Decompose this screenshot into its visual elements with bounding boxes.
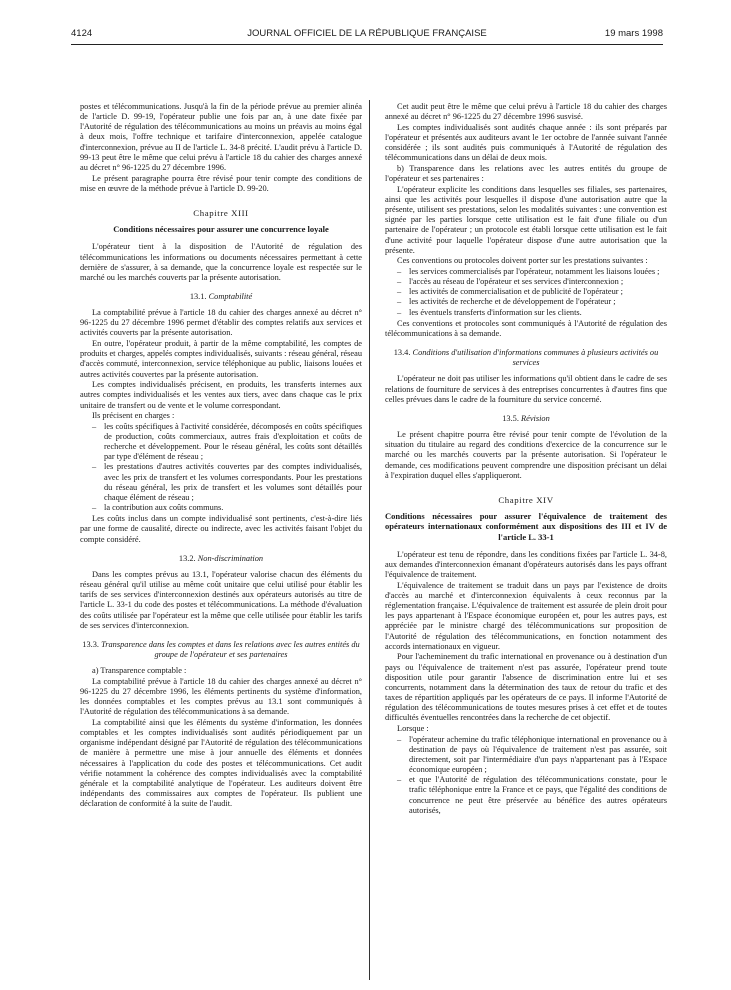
paragraph: L'opérateur explicite les conditions dans lesquelles ses filiales, ses partenaires, ainsi que les activités pour lesquelles il dispose d'une autorisation autre que la présente, utilisent ses prestations, selon les modalités suivantes : une convention est signée par les parties lorsque cette utilisation est le fait d'une filiale ou d'un partenaire de l'opérateur ; un protocole est établi lorsque cette utilisation est le fait d'une activité pour laquelle l'opérateur dispose d'une autre autorisation que la présente. [385,184,667,255]
list-item [92,422,362,463]
dash-marker: – [397,307,402,317]
paragraph: postes et télécommunications. Jusqu'à la fin de la période prévue au premier alinéa de l'article D. 99-19, l'opérateur publie une fois par an, à une date fixée par l'Autorité de régulation des télécommunications au moins un préavis au moins égal à deux mois, l'offre technique et tarifaire d'interconnexion, appelée catalogue d'interconnexion, prévue au II de l'article L. 34-8 précité. L'audit prévu à l'article D. 99-13 peut être le même que celui prévu à l'article 18 du cahier des charges annexé au décret n° 96-1225 du 27 décembre 1996. [80,102,362,172]
list-item-text: les services commercialisés par l'opérateur, notamment les liaisons louées ; [409,267,660,276]
paragraph: Les coûts inclus dans un compte individualisé sont pertinents, c'est-à-dire liés par une forme de causalité, directe ou indirecte, avec les activités faisant l'objet du compte considéré. [80,514,362,544]
chapter-title: Conditions nécessaires pour assurer l'équivalence de traitement des opérateurs internationaux conformément aux dispositions des III et IV de l'article L. 33-1 [385,510,667,542]
journal-title: JOURNAL OFFICIEL DE LA RÉPUBLIQUE FRANÇAISE [247,28,487,39]
section-number: 13.2. [178,553,196,563]
paragraph: Cet audit peut être le même que celui prévu à l'article 18 du cahier des charges annexé au décret n° 96-1225 du 27 décembre 1996 susvisé. [385,102,667,122]
paragraph: Ils précisent en charges : [92,411,175,421]
section-heading [80,640,362,660]
paragraph: La comptabilité prévue à l'article 18 du cahier des charges annexé au décret n° 96-1225 du 27 décembre 1996 permet d'établir des comptes relatifs aux services et activités couverts par la présente autorisation. [80,308,362,338]
list-item [397,308,667,318]
paragraph: En outre, l'opérateur produit, à partir de la même comptabilité, les comptes de produits et charges, appelés comptes individualisés, suivants : réseau général, réseau d'accès commuté, interconnexion, service téléphonique au public, liaisons louées et autres activités couvertes par la présente autorisation. [80,339,362,379]
page-number: 4124 [71,28,93,39]
paragraph: b) Transparence dans les relations avec les autres entités du groupe de l'opérateur et ses partenaires : [385,163,667,184]
list-item-text: les activités de recherche et de développement de l'opérateur ; [409,297,616,307]
section-heading [80,292,362,302]
list-item-text: et que l'Autorité de régulation des télécommunications constate, pour le trafic téléphonique entre la France et ce pays, que l'égalité des conditions de concurrence ne peut être préservée au bénéfice des autres opérateurs autorisés, [409,775,667,815]
paragraph: Pour l'acheminement du trafic international en provenance ou à destination d'un pays ou l'équivalence de traitement n'est pas assurée, l'opérateur prend toute disposition utile pour garantir l'absence de discrimination entre lui et ses concurrents, notamment dans la détermination des taux de retour du trafic et des taxes de répartition appliqués par les opérateurs de ce pays. Il informe l'Autorité de régulation des télécommunications de toutes mesures prises à cet effet et de toutes difficultés éventuelles rencontrées dans la recherche de cet objectif. [385,652,667,723]
right-column [385,102,667,817]
bullet-list [385,267,667,318]
list-item-text: les coûts spécifiques à l'activité considérée, décomposés en coûts spécifiques de production, coûts commerciaux, autres frais d'exploitation et coûts de recherche et développement. Pour le réseau général, les coûts sont détaillés par type d'élément de réseau ; [104,421,362,462]
dash-marker: – [92,462,97,472]
paragraph: L'opérateur tient à la disposition de l'Autorité de régulation des télécommunications les informations ou documents nécessaires permettant à cette dernière de s'assurer, à sa demande, que la concurrence loyale est respectée sur le marché ou les marchés couverts par la présente autorisation. [80,242,362,282]
paragraph: Ces conventions ou protocoles doivent porter sur les prestations suivantes : [397,256,648,266]
dash-marker: – [397,297,402,307]
left-column [80,102,362,810]
paragraph: Lorsque : [397,724,429,734]
list-item-text: l'accès au réseau de l'opérateur et ses services d'interconnexion ; [409,277,624,287]
dash-marker: – [397,287,402,297]
dash-marker: – [397,775,402,785]
section-title: Non-discrimination [197,553,264,563]
paragraph: L'opérateur est tenu de répondre, dans les conditions fixées par l'article L. 34-8, aux demandes d'interconnexion émanant d'opérateurs autorisés dans les pays offrant l'équivalence de traitement. [385,549,667,580]
header-rule [71,44,663,45]
paragraph: La comptabilité prévue à l'article 18 du cahier des charges annexé au décret n° 96-1225 du 27 décembre 1996, les éléments pertinents du système d'information, les données comptables et les comptes prévus au 13.1 sont communiqués à l'Autorité de régulation des télécommunications à sa demande. [80,676,362,717]
list-item [92,462,362,503]
bullet-list [385,735,667,816]
list-item-text: les éventuels transferts d'information sur les clients. [409,307,582,317]
list-item [92,503,362,513]
list-item [397,267,667,277]
dash-marker: – [397,734,402,744]
list-item-text: les prestations d'autres activités couvertes par des comptes individualisés, avec les prix de transfert et les volumes correspondants. Pour les prestations du réseau général, les prix de transfert et les volumes sont détaillés pour chaque élément de réseau ; [104,462,362,502]
column-divider [369,100,370,980]
list-item-text: les activités de commercialisation et de publicité de l'opérateur ; [409,287,623,297]
section-title: Conditions d'utilisation d'informations communes à plusieurs activités ou services [412,348,659,368]
section-title: Comptabilité [208,291,253,301]
section-heading [80,554,362,564]
section-number: 13.3. [82,639,99,649]
section-number: 13.4. [393,348,411,358]
section-title: Révision [521,413,550,423]
paragraph: Ces conventions et protocoles sont communiqués à l'Autorité de régulation des télécommunications à sa demande. [385,318,667,338]
section-heading [385,348,667,368]
paragraph: L'équivalence de traitement se traduit dans un pays par l'existence de droits d'accès au marché et d'interconnexion équivalents à ceux reconnus par la réglementation française. L'équivalence de traitement est assurée de plein droit pour les pays appartenant à l'Espace économique européen et, pour les autres pays, est appréciée par le ministre chargé des télécommunications sur proposition de l'Autorité de régulation des télécommunications, en fonction notamment des accords internationaux en vigueur. [385,580,667,651]
list-item [397,775,667,816]
dash-marker: – [397,277,402,287]
list-item [397,277,667,287]
chapter-title: Conditions nécessaires pour assurer une concurrence loyale [113,224,329,235]
paragraph: Les comptes individualisés précisent, en produits, les transferts internes aux autres comptes individualisés et les ventes aux tiers, avec dans chaque cas le prix unitaire de transfert ou de vente et le volume correspondant. [80,380,362,410]
section-number: 13.1. [189,291,207,301]
list-item [397,287,667,297]
page-header [71,28,663,42]
list-item-text: la contribution aux coûts communs. [104,503,224,513]
list-item [397,297,667,307]
paragraph: Le présent chapitre pourra être révisé pour tenir compte de l'évolution de la situation du titulaire au regard des conditions d'exercice de la concurrence sur le marché ou les marchés couverts par la présente autorisation. Si l'opérateur le demande, ces modifications peuvent comprendre une disposition précisant un délai à l'expiration duquel elles s'appliqueront. [385,430,667,480]
paragraph: Dans les comptes prévus au 13.1, l'opérateur valorise chacun des éléments du réseau général qu'il utilise au même coût unitaire que celui utilisé pour établir les tarifs de ses services d'interconnexion destinés aux opérateurs autorisés au titre de l'article L. 33-1 du code des postes et télécommunications. La méthode d'évaluation des coûts utilisée par l'opérateur est la même que celle utilisée pour établir les tarifs de ses services d'interconnexion. [80,569,362,630]
list-item-text: l'opérateur achemine du trafic téléphonique international en provenance ou à destination de pays où l'équivalence de traitement n'est pas assurée, soit directement, soit par l'intermédiaire d'un pays n'appartenant pas à l'Espace économique européen ; [409,734,667,775]
paragraph: L'opérateur ne doit pas utiliser les informations qu'il obtient dans le cadre de ses relations de fourniture de services à des entreprises concurrentes à d'autres fins que celles prévues dans le cadre de la fourniture du service concerné. [385,374,667,404]
chapter-heading: Chapitre XIII [193,207,249,218]
dash-marker: – [92,503,97,513]
paragraph: Le présent paragraphe pourra être révisé pour tenir compte des conditions de mise en œuvre de la méthode prévue à l'article D. 99-20. [80,173,362,193]
dash-marker: – [92,421,97,431]
chapter-heading: Chapitre XIV [498,494,554,505]
paragraph: a) Transparence comptable : [92,666,187,676]
section-title: Transparence dans les comptes et dans les relations avec les autres entités du groupe de l'opérateur et ses partenaires [101,639,360,659]
issue-date: 19 mars 1998 [604,28,663,39]
paragraph: Les comptes individualisés sont audités chaque année : ils sont préparés par l'opérateur et présentés aux auditeurs avant le 1er octobre de l'année suivant l'année considérée ; ils sont audités puis communiqués à l'Autorité de régulation des télécommunications dans un délai de deux mois. [385,122,667,163]
bullet-list [80,422,362,513]
dash-marker: – [397,267,402,276]
section-heading [385,414,667,424]
paragraph: La comptabilité ainsi que les éléments du système d'information, les données comptables et les comptes individualisés sont audités périodiquement par un organisme indépendant désigné par l'Autorité de régulation des télécommunications de manière à permettre une mise à jour annuelle des éléments et données nécessaires à l'application du code des postes et télécommunications. Cet audit vérifie notamment la cohérence des comptes individualisés avec la comptabilité générale et la comptabilité analytique de l'opérateur. Les auditeurs doivent être indépendants des commissaires aux comptes de l'opérateur. Ils publient une déclaration de conformité à la suite de l'audit. [80,717,362,809]
section-number: 13.5. [502,413,519,423]
list-item [397,735,667,776]
